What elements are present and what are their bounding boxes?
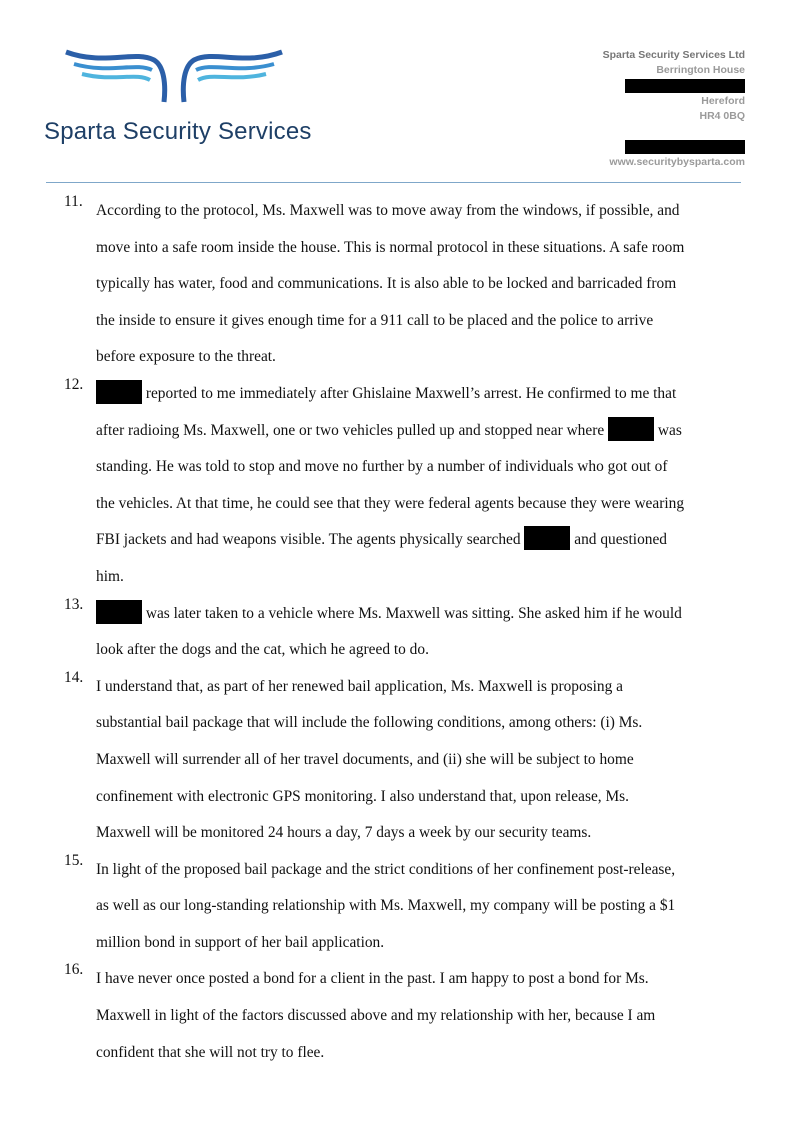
text-segment: and questioned (570, 531, 668, 549)
redaction-bar (625, 79, 745, 93)
paragraph-11 (64, 193, 747, 376)
paragraph-number: 16. (64, 961, 84, 979)
redaction-bar (524, 526, 570, 550)
text-segment: reported to me immediately after Ghislaine Maxwell’s arrest. He confirmed to me that (142, 384, 677, 402)
letterhead-address (603, 48, 745, 170)
text-line: substantial bail package that will include the following conditions, among others: (i) Ms. (96, 714, 643, 732)
letterhead-postcode: HR4 0BQ (699, 110, 745, 122)
company-logo (44, 44, 314, 146)
text-line: I understand that, as part of her renewed bail application, Ms. Maxwell is proposing a (96, 677, 623, 695)
letterhead-company: Sparta Security Services Ltd (602, 49, 745, 61)
wings-icon (64, 44, 284, 106)
paragraph-number: 15. (64, 851, 84, 869)
text-line: Maxwell will be monitored 24 hours a day, 7 days a week by our security teams. (96, 824, 592, 842)
text-segment: FBI jackets and had weapons visible. The agents physically searched (96, 531, 525, 549)
text-segment: was (654, 421, 682, 439)
header-divider (46, 182, 741, 183)
text-line: In light of the proposed bail package and the strict conditions of her confinement post-release, (96, 860, 676, 878)
text-line: before exposure to the threat. (96, 348, 276, 366)
text-line: Maxwell will surrender all of her travel documents, and (ii) she will be subject to home (96, 750, 634, 768)
paragraph-16 (64, 961, 747, 1071)
paragraph-number: 12. (64, 375, 84, 393)
text-line: typically has water, food and communications. It is also able to be locked and barricaded from (96, 275, 677, 293)
paragraph-number: 11. (64, 193, 83, 210)
paragraph-13 (64, 596, 747, 669)
paragraph-15 (64, 852, 747, 962)
letterhead-website: www.securitybysparta.com (609, 156, 745, 168)
redaction-bar (625, 140, 745, 154)
paragraph-number: 14. (64, 668, 84, 686)
text-line: standing. He was told to stop and move no further by a number of individuals who got out of (96, 458, 668, 476)
text-line: I have never once posted a bond for a client in the past. I am happy to post a bond for Ms. (96, 970, 649, 988)
redaction-bar (96, 600, 142, 624)
text-line: the inside to ensure it gives enough time for a 911 call to be placed and the police to arrive (96, 311, 654, 329)
text-line: Maxwell in light of the factors discussed above and my relationship with her, because I am (96, 1007, 656, 1025)
text-line: the vehicles. At that time, he could see that they were federal agents because they were wearing (96, 494, 685, 512)
redaction-bar (608, 417, 654, 441)
text-segment: was later taken to a vehicle where Ms. Maxwell was sitting. She asked him if he would (142, 604, 682, 622)
paragraph-14 (64, 669, 747, 852)
text-line: confinement with electronic GPS monitoring. I also understand that, upon release, Ms. (96, 787, 629, 805)
paragraph-12 (64, 376, 747, 596)
text-line: look after the dogs and the cat, which he agreed to do. (96, 641, 429, 659)
paragraph-number: 13. (64, 595, 84, 613)
redaction-bar (96, 380, 142, 404)
text-line: million bond in support of her bail application. (96, 933, 385, 951)
letterhead-city: Hereford (701, 95, 745, 107)
letterhead-line1: Berrington House (656, 64, 745, 76)
text-line: According to the protocol, Ms. Maxwell was to move away from the windows, if possible, and (96, 202, 680, 219)
text-line: him. (96, 567, 124, 585)
text-line: move into a safe room inside the house. This is normal protocol in these situations. A safe room (96, 238, 685, 256)
text-segment: after radioing Ms. Maxwell, one or two vehicles pulled up and stopped near where (96, 421, 609, 439)
document-body (64, 193, 747, 1071)
text-line: confident that she will not try to flee. (96, 1043, 325, 1061)
text-line: as well as our long-standing relationship with Ms. Maxwell, my company will be posting a $1 (96, 897, 676, 915)
logo-wordmark: Sparta Security Services (44, 118, 312, 145)
